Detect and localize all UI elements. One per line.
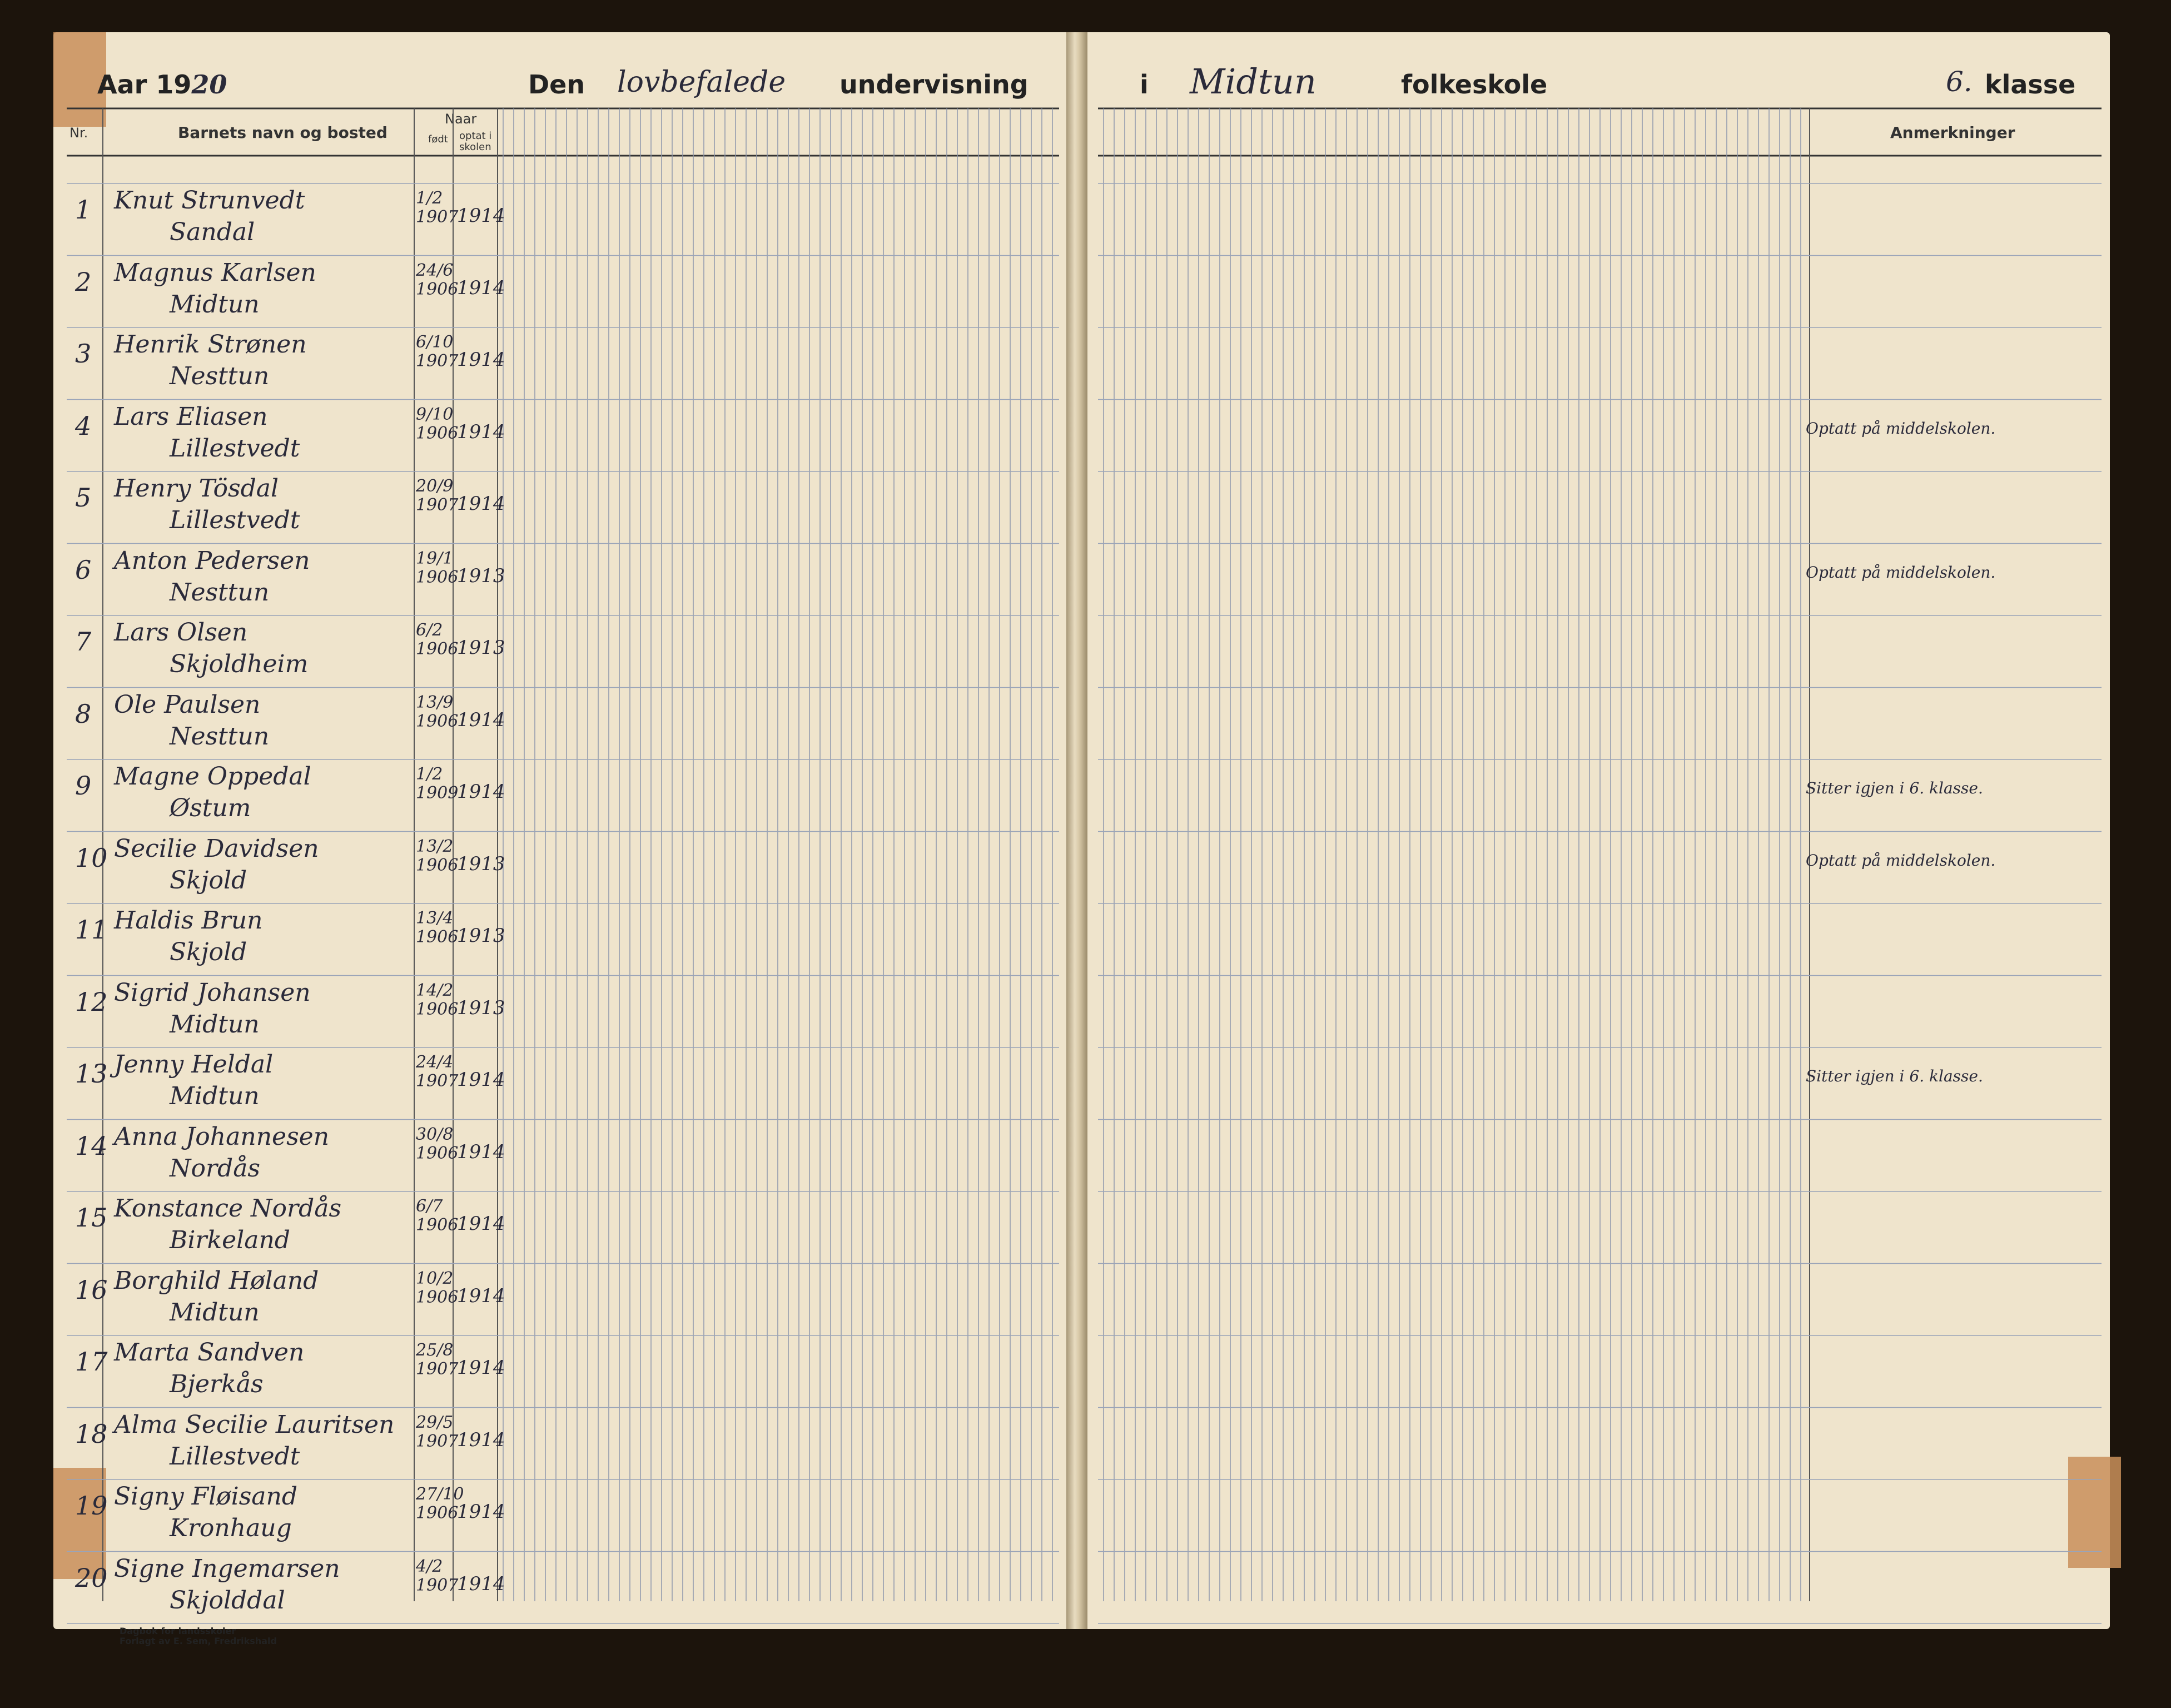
pupil-start-year: 1913 <box>457 637 505 659</box>
pupil-number: 19 <box>75 1491 108 1521</box>
pupil-start-year: 1914 <box>457 1284 505 1307</box>
pupil-birth-date: 24/6 1906 <box>416 260 459 299</box>
pupil-birth-date: 13/2 1906 <box>416 836 459 875</box>
pupil-name: Sigrid Johansen <box>114 978 311 1007</box>
pupil-name: Borghild Høland <box>114 1266 319 1295</box>
year-prefix: Aar 19 <box>97 69 192 100</box>
pupil-start-year: 1914 <box>457 276 505 299</box>
pupil-residence: Nesttun <box>170 722 270 751</box>
den-value: lovbefalede <box>617 66 786 99</box>
pupil-remark: Optatt på middelskolen. <box>1806 563 1996 582</box>
col-nr: Nr. <box>69 125 88 141</box>
pupil-birth-date: 6/2 1906 <box>416 620 459 659</box>
pupil-start-year: 1914 <box>457 349 505 371</box>
pupil-birth-date: 1/2 1907 <box>416 188 459 227</box>
pupil-number: 7 <box>75 627 92 657</box>
col-name: Barnets navn og bosted <box>178 123 387 142</box>
pupil-start-year: 1914 <box>457 1428 505 1451</box>
pupil-start-year: 1914 <box>457 1140 505 1163</box>
pupil-start-year: 1914 <box>457 1501 505 1523</box>
pupil-residence: Kronhaug <box>170 1514 292 1542</box>
pupil-number: 6 <box>75 554 92 585</box>
col-remarks: Anmerkninger <box>1890 123 2015 142</box>
pupil-number: 2 <box>75 266 92 297</box>
pupil-birth-date: 6/7 1906 <box>416 1196 459 1235</box>
pupil-residence: Skjold <box>170 866 247 895</box>
year-value: 20 <box>191 69 227 100</box>
pupil-remark: Sitter igjen i 6. klasse. <box>1806 779 1983 797</box>
class-label: klasse <box>1985 69 2076 100</box>
pupil-start-year: 1914 <box>457 781 505 803</box>
pupil-number: 3 <box>75 339 92 369</box>
pupil-start-year: 1914 <box>457 493 505 515</box>
pupil-name: Signy Fløisand <box>114 1482 298 1511</box>
pupil-residence: Birkeland <box>170 1226 290 1254</box>
pupil-name: Henrik Strønen <box>114 330 307 359</box>
pupil-remark: Optatt på middelskolen. <box>1806 851 1996 870</box>
pupil-start-year: 1913 <box>457 852 505 875</box>
publisher-line1: Dagbok for landsskoler <box>120 1626 236 1636</box>
pupil-name: Lars Olsen <box>114 618 248 647</box>
pupil-birth-date: 27/10 1906 <box>416 1484 464 1523</box>
pupil-residence: Skjoldheim <box>170 650 309 678</box>
col-optat: optat i skolen <box>459 130 492 153</box>
pupil-residence: Nesttun <box>170 578 270 607</box>
pupil-number: 5 <box>75 483 92 513</box>
pupil-name: Anna Johannesen <box>114 1122 330 1151</box>
pupil-number: 13 <box>75 1059 108 1089</box>
school-value: Midtun <box>1190 61 1316 102</box>
pupil-number: 4 <box>75 410 92 441</box>
class-value: 6. <box>1946 66 1973 98</box>
pupil-start-year: 1914 <box>457 420 505 443</box>
pupil-number: 9 <box>75 771 92 801</box>
pupil-birth-date: 24/4 1907 <box>416 1052 459 1091</box>
pupil-residence: Lillestvedt <box>170 434 300 463</box>
pupil-number: 20 <box>75 1562 108 1593</box>
pupil-birth-date: 13/4 1906 <box>416 908 459 947</box>
pupil-residence: Skjolddal <box>170 1586 285 1615</box>
col-fodt: født <box>428 133 448 145</box>
pupil-residence: Østum <box>170 794 251 822</box>
pupil-birth-date: 10/2 1906 <box>416 1268 459 1307</box>
pupil-name: Jenny Heldal <box>114 1050 274 1079</box>
pupil-residence: Lillestvedt <box>170 506 300 534</box>
pupil-name: Knut Strunvedt <box>114 186 305 215</box>
pupil-start-year: 1913 <box>457 564 505 587</box>
pupil-residence: Skjold <box>170 938 247 966</box>
pupil-birth-date: 19/1 1906 <box>416 548 459 587</box>
pupil-name: Anton Pedersen <box>114 546 310 575</box>
pupil-start-year: 1913 <box>457 996 505 1019</box>
pupil-start-year: 1914 <box>457 1572 505 1595</box>
pupil-residence: Sandal <box>170 218 255 246</box>
pupil-residence: Midtun <box>170 290 260 319</box>
pupil-birth-date: 9/10 1906 <box>416 404 459 443</box>
pupil-number: 14 <box>75 1130 108 1161</box>
pupil-residence: Nordås <box>170 1154 261 1183</box>
pupil-birth-date: 14/2 1906 <box>416 980 459 1019</box>
pupil-start-year: 1914 <box>457 1069 505 1091</box>
pupil-residence: Midtun <box>170 1298 260 1327</box>
pupil-number: 16 <box>75 1274 108 1305</box>
pupil-birth-date: 20/9 1907 <box>416 476 459 515</box>
pupil-remark: Optatt på middelskolen. <box>1806 419 1996 438</box>
pupil-number: 10 <box>75 842 108 873</box>
pupil-name: Magnus Karlsen <box>114 258 316 287</box>
pupil-name: Secilie Davidsen <box>114 834 319 863</box>
pupil-start-year: 1913 <box>457 925 505 947</box>
pupil-birth-date: 30/8 1906 <box>416 1124 459 1163</box>
pupil-name: Marta Sandven <box>114 1338 305 1367</box>
pupil-name: Lars Eliasen <box>114 402 268 431</box>
pupil-name: Haldis Brun <box>114 906 263 935</box>
den-label: Den <box>528 69 585 100</box>
pupil-birth-date: 4/2 1907 <box>416 1556 459 1595</box>
pupil-number: 18 <box>75 1418 108 1449</box>
pupil-name: Ole Paulsen <box>114 690 261 719</box>
pupil-start-year: 1914 <box>457 708 505 731</box>
pupil-start-year: 1914 <box>457 1357 505 1379</box>
pupil-residence: Bjerkås <box>170 1370 264 1398</box>
pupil-number: 11 <box>75 915 108 945</box>
pupil-name: Henry Tösdal <box>114 474 279 503</box>
pupil-name: Konstance Nordås <box>114 1194 342 1223</box>
folkeskole-label: folkeskole <box>1401 69 1548 100</box>
pupil-number: 1 <box>75 195 92 225</box>
pupil-name: Magne Oppedal <box>114 762 311 791</box>
undervisning-label: undervisning <box>839 69 1029 100</box>
pupil-number: 15 <box>75 1203 108 1233</box>
pupil-birth-date: 1/2 1909 <box>416 764 459 803</box>
pupil-residence: Midtun <box>170 1010 260 1039</box>
pupil-number: 17 <box>75 1347 108 1377</box>
pupil-residence: Nesttun <box>170 362 270 390</box>
pupil-birth-date: 13/9 1906 <box>416 692 459 731</box>
pupil-name: Alma Secilie Lauritsen <box>114 1410 395 1439</box>
i-label: i <box>1140 69 1149 100</box>
pupil-residence: Midtun <box>170 1082 260 1110</box>
publisher-line2: Forlagt av E. Sem, Fredrikshald <box>120 1636 277 1646</box>
col-naar: Naar <box>445 111 477 127</box>
pupil-remark: Sitter igjen i 6. klasse. <box>1806 1067 1983 1085</box>
publisher-note <box>120 1626 277 1646</box>
pupil-start-year: 1914 <box>457 205 505 227</box>
pupil-number: 8 <box>75 698 92 729</box>
pupil-name: Signe Ingemarsen <box>114 1554 340 1583</box>
pupil-number: 12 <box>75 986 108 1017</box>
pupil-birth-date: 29/5 1907 <box>416 1412 459 1451</box>
pupil-start-year: 1914 <box>457 1213 505 1235</box>
pupil-residence: Lillestvedt <box>170 1442 300 1471</box>
pupil-birth-date: 6/10 1907 <box>416 332 459 371</box>
pupil-birth-date: 25/8 1907 <box>416 1340 459 1379</box>
